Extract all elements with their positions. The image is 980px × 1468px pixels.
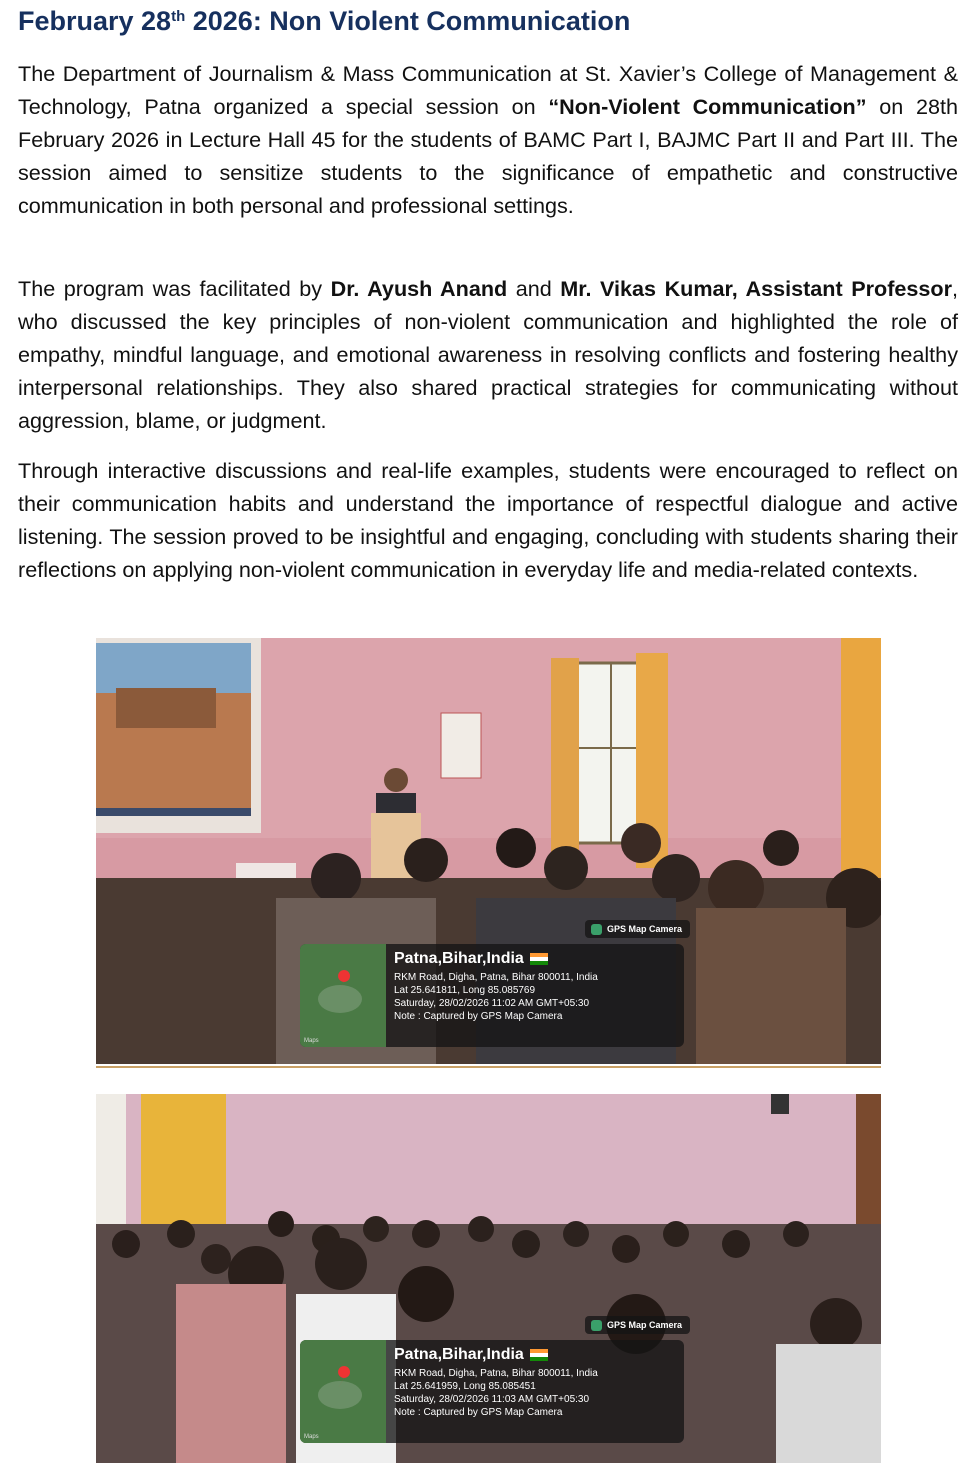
facilitator-1: Dr. Ayush Anand: [330, 276, 508, 301]
event-photo-1: [96, 638, 881, 1064]
gps-overlay-2: [300, 1340, 684, 1443]
session-title-bold: “Non-Violent Communication”: [548, 94, 867, 119]
gps-map-thumbnail-1: [300, 944, 386, 1047]
paragraph-conclusion: Through interactive discussions and real-life examples, students were encouraged to reflect on their communication habits and understand the importance of respectful dialogue and active listening. The session proved to be insightful and engaging, concluding with students sharing their reflections on applying non-violent communication in everyday life and media-related contexts.: [18, 458, 958, 582]
gps-tag-1: GPS Map Camera: [585, 920, 690, 938]
gps-map-label-2: Maps: [304, 1434, 319, 1440]
gps-address-1: RKM Road, Digha, Patna, Bihar 800011, India: [394, 972, 598, 983]
gps-map-label-1: Maps: [304, 1038, 319, 1044]
title-superscript: th: [171, 8, 186, 25]
gps-datetime-1: Saturday, 28/02/2026 11:02 AM GMT+05:30: [394, 998, 590, 1009]
gps-address-2: RKM Road, Digha, Patna, Bihar 800011, India: [394, 1368, 598, 1379]
page-title: February 28th 2026: Non Violent Communication: [18, 6, 631, 36]
india-flag-icon: [530, 953, 548, 965]
gps-map-thumbnail-2: [300, 1340, 386, 1443]
paragraph-facilitators: The program was facilitated by Dr. Ayush Anand and Mr. Vikas Kumar, Assistant Professor, who discussed the key principles of non-violent communication and highlighted the role of empathy, mindful language, and emotional awareness in resolving conflicts and fostering healthy interpersonal relationships. They also shared practical strategies for communicating without aggression, blame, or judgment.: [18, 276, 959, 433]
gps-coords-1: Lat 25.641811, Long 85.085769: [394, 985, 536, 996]
gps-city-1: Patna,Bihar,India: [394, 950, 598, 968]
gps-datetime-2: Saturday, 28/02/2026 11:03 AM GMT+05:30: [394, 1394, 590, 1405]
gps-camera-icon: [591, 924, 602, 935]
gps-overlay-1: [300, 944, 684, 1047]
gps-coords-2: Lat 25.641959, Long 85.085451: [394, 1381, 536, 1392]
event-photo-2: [96, 1094, 881, 1463]
india-flag-icon: [530, 1349, 548, 1361]
paragraph-intro: The Department of Journalism & Mass Communication at St. Xavier’s College of Management & Technology, Patna organized a special session on “Non-Violent Communication” on 28th February 2026 in Lecture Hall 45 for the students of BAMC Part I, BAJMC Part II and Part III. The session aimed to sensitize students to the significance of empathetic and constructive communication in both personal and professional settings.: [18, 61, 959, 218]
gps-note-1: Note : Captured by GPS Map Camera: [394, 1011, 563, 1022]
gps-tag-2: GPS Map Camera: [585, 1316, 690, 1334]
gps-city-2: Patna,Bihar,India: [394, 1346, 598, 1364]
facilitator-2: Mr. Vikas Kumar, Assistant Professor: [560, 276, 953, 301]
photo-divider: [96, 1066, 881, 1068]
gps-note-2: Note : Captured by GPS Map Camera: [394, 1407, 563, 1418]
gps-camera-icon: [591, 1320, 602, 1331]
